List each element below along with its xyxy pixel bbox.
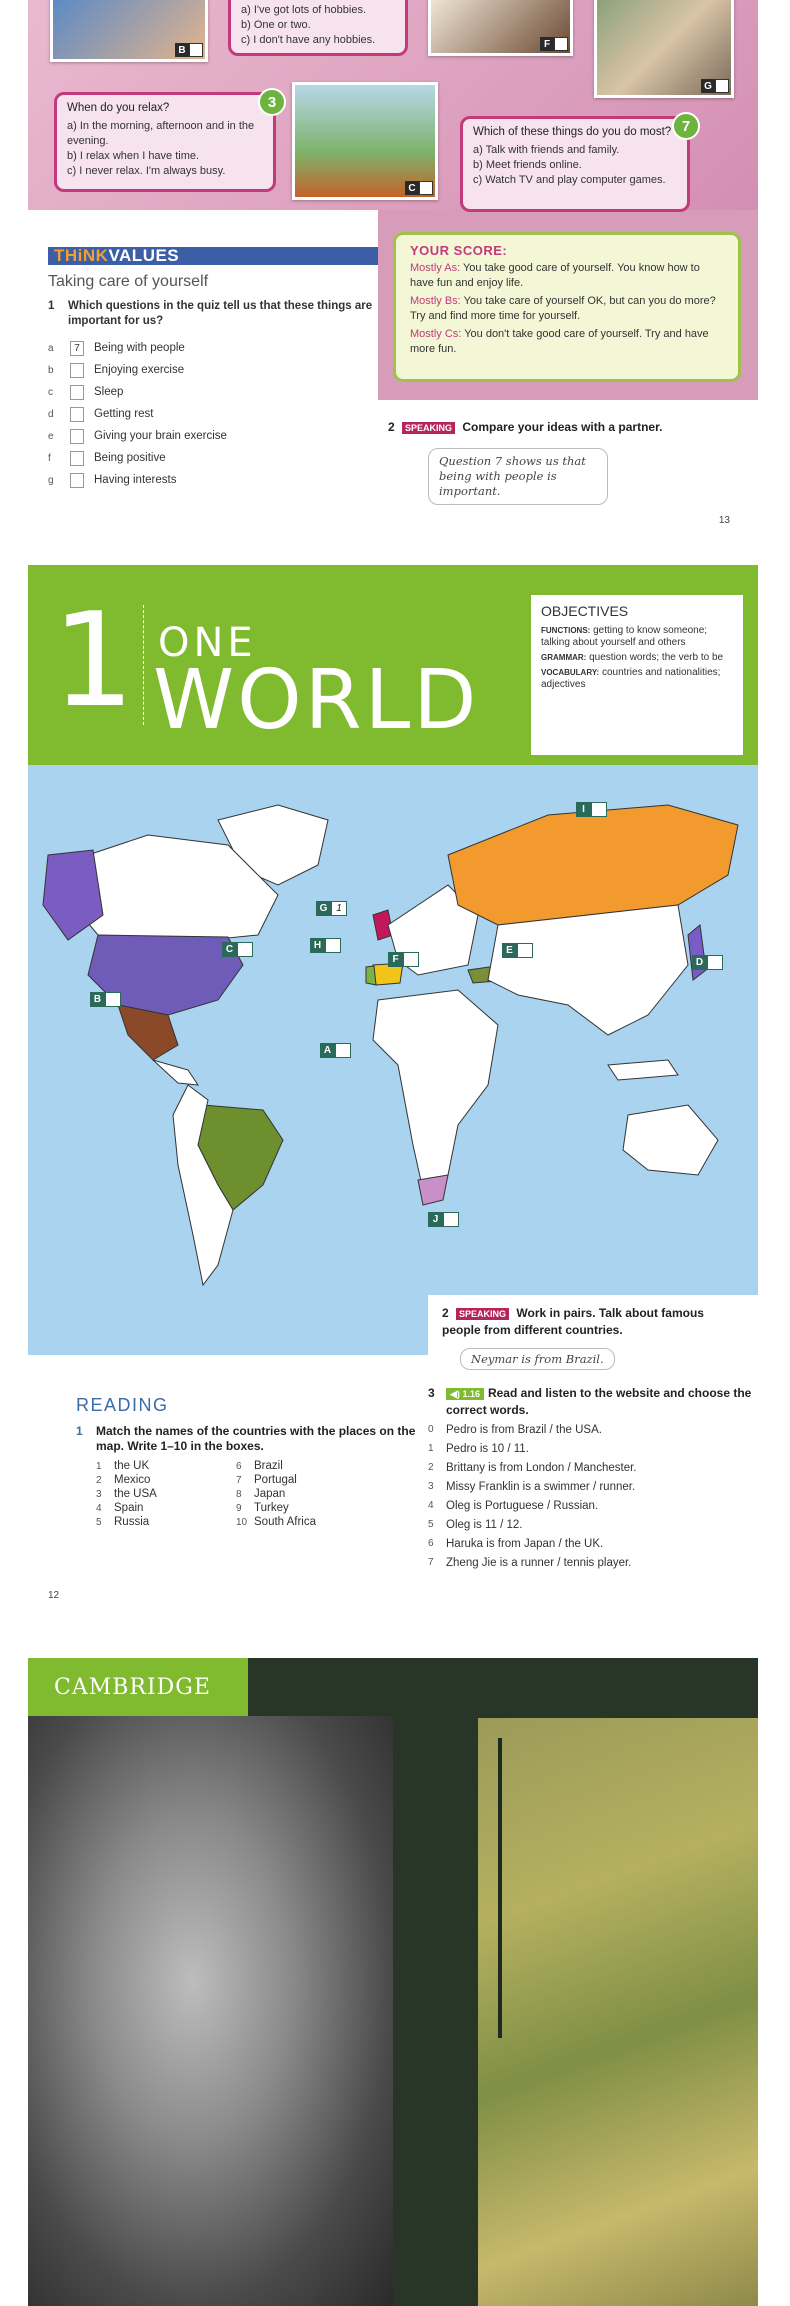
south-africa-shape (418, 1175, 448, 1205)
country-name: South Africa (254, 1516, 317, 1528)
photo-label: C (405, 181, 419, 195)
country-number: 9 (236, 1503, 242, 1514)
speech-bubble: Question 7 shows us that being with people is important. (428, 448, 608, 505)
map-answer-box[interactable]: 1 (331, 901, 347, 916)
country-number: 2 (96, 1475, 102, 1486)
answer-b: b) Meet friends online. (473, 159, 582, 171)
japan-shape (688, 925, 706, 980)
exercise-number: 2 (388, 420, 395, 434)
speaker-icon: ◀) (450, 1389, 460, 1399)
map-label-f (388, 952, 419, 967)
africa-shape (373, 990, 498, 1190)
quiz-question-3 (54, 92, 276, 192)
map-answer-box[interactable] (591, 802, 607, 817)
map-label-letter: C (222, 942, 237, 957)
asia-shape (488, 905, 688, 1035)
item-letter: c (48, 386, 53, 398)
item-text: Pedro is 10 / 11. (446, 1443, 529, 1455)
answer-c: c) I don't have any hobbies. (241, 34, 376, 46)
speaking-tag: SPEAKING (402, 422, 455, 434)
photo-label: B (175, 43, 189, 57)
item-number: 2 (428, 1462, 434, 1473)
item-text: Haruka is from Japan / the UK. (446, 1538, 604, 1550)
item-text: Enjoying exercise (94, 364, 185, 376)
photo-label: F (540, 37, 554, 51)
item-text: Being with people (94, 342, 185, 354)
map-label-j (428, 1212, 459, 1227)
reading-title: READING (76, 1395, 169, 1415)
speech-bubble: Neymar is from Brazil. (460, 1348, 615, 1370)
exercise-text: Read and listen to the website and choose the correct words. (446, 1386, 752, 1417)
world-map-svg (28, 765, 758, 1355)
item-text: Pedro is from Brazil / the USA. (446, 1424, 602, 1436)
country-item (96, 1502, 236, 1514)
map-answer-box[interactable] (443, 1212, 459, 1227)
country-number: 8 (236, 1489, 242, 1500)
photo-c (292, 82, 438, 200)
country-name: Portugal (254, 1474, 297, 1486)
map-label-letter: E (502, 943, 517, 958)
country-item (236, 1474, 386, 1486)
answer-box[interactable] (70, 429, 84, 444)
item-letter: a (48, 342, 54, 354)
photo-f (428, 0, 573, 56)
map-label-e (502, 943, 533, 958)
grammar-text: question words; the verb to be (589, 652, 724, 663)
banner-divider (143, 605, 144, 725)
answer-box[interactable] (70, 451, 84, 466)
exercise-item (428, 1519, 758, 1538)
answer-box[interactable]: 7 (70, 341, 84, 356)
map-label-h (310, 938, 341, 953)
functions-text: getting to know someone; talking about yourself and others (541, 625, 708, 648)
item-number: 1 (428, 1443, 434, 1454)
item-text: Giving your brain exercise (94, 430, 227, 442)
answer-c: c) Watch TV and play computer games. (473, 174, 666, 186)
country-name: the UK (114, 1460, 150, 1472)
question-number: 1 (76, 1424, 83, 1438)
checklist-item (48, 337, 378, 359)
book-cover (28, 1658, 758, 2306)
score-a-label: Mostly As: (410, 262, 461, 274)
answer-box[interactable] (189, 43, 203, 57)
question-number-3: 3 (258, 88, 286, 116)
item-number: 5 (428, 1519, 434, 1530)
map-label-g (316, 901, 347, 916)
map-answer-box[interactable] (105, 992, 121, 1007)
country-list (96, 1460, 416, 1528)
unit-title-world: WORLD (153, 653, 480, 748)
map-label-c (222, 942, 253, 957)
item-number: 4 (428, 1500, 434, 1511)
cover-artwork (478, 1718, 758, 2306)
answer-c: c) I never relax. I'm always busy. (67, 165, 226, 177)
answer-b: b) One or two. (241, 19, 311, 31)
unit-number: 1 (52, 584, 135, 736)
values-label: VALUES (108, 246, 180, 265)
answer-box[interactable] (419, 181, 433, 195)
central-america-shape (153, 1060, 198, 1085)
item-letter: e (48, 430, 54, 442)
map-answer-box[interactable] (237, 942, 253, 957)
country-item (236, 1516, 386, 1528)
exercise-number: 3 (428, 1386, 435, 1400)
answer-box[interactable] (715, 79, 729, 93)
map-label-b (90, 992, 121, 1007)
answer-box[interactable] (70, 473, 84, 488)
reading-question (76, 1424, 416, 1454)
country-number: 4 (96, 1503, 102, 1514)
item-text: Oleg is Portuguese / Russian. (446, 1500, 599, 1512)
map-answer-box[interactable] (517, 943, 533, 958)
country-number: 1 (96, 1461, 102, 1472)
speaking-text: Work in pairs. Talk about famous people from different countries. (442, 1306, 704, 1337)
item-letter: d (48, 408, 54, 420)
question-text: Which questions in the quiz tell us that these things are important for us? (68, 300, 373, 327)
exercise-item (428, 1443, 758, 1462)
checklist-item (48, 425, 378, 447)
country-number: 10 (236, 1517, 248, 1528)
map-answer-box[interactable] (707, 955, 723, 970)
question-number-7: 7 (672, 112, 700, 140)
exercise-item (428, 1462, 758, 1481)
map-answer-box[interactable] (325, 938, 341, 953)
answer-box[interactable] (70, 407, 84, 422)
objectives-box (531, 595, 743, 755)
world-map (28, 765, 758, 1355)
checklist-item (48, 447, 378, 469)
country-name: Mexico (114, 1474, 151, 1486)
country-item (96, 1460, 236, 1472)
think-values-section (48, 247, 378, 491)
map-answer-box[interactable] (403, 952, 419, 967)
functions-label: FUNCTIONS: (541, 626, 591, 635)
checklist (48, 337, 378, 491)
cambridge-logo: CAMBRIDGE (28, 1658, 248, 1716)
country-number: 6 (236, 1461, 242, 1472)
cover-portrait (28, 1716, 393, 2306)
item-number: 3 (428, 1481, 434, 1492)
question-text: Which of these things do you do most? (473, 126, 672, 138)
map-label-i (576, 802, 607, 817)
question-text: Match the names of the countries with the places on the map. Write 1–10 in the boxes. (96, 1424, 416, 1453)
speaking-exercise (388, 420, 662, 434)
answer-a: a) Talk with friends and family. (473, 144, 620, 156)
quiz-question-2 (228, 0, 408, 56)
item-text: Zheng Jie is a runner / tennis player. (446, 1557, 632, 1569)
exercise-item (428, 1424, 758, 1443)
exercise-item (428, 1538, 758, 1557)
reading-section (76, 1395, 416, 1528)
country-name: Turkey (254, 1502, 289, 1514)
exercise-number: 2 (442, 1306, 449, 1320)
page-number: 12 (48, 1590, 60, 1601)
map-answer-box[interactable] (335, 1043, 351, 1058)
item-number: 6 (428, 1538, 434, 1549)
speaking-text: Compare your ideas with a partner. (462, 420, 663, 434)
think-label: THiNK (54, 246, 109, 265)
country-number: 5 (96, 1517, 102, 1528)
cover-art-line (498, 1738, 502, 2038)
item-letter: f (48, 452, 51, 464)
item-text: Having interests (94, 474, 177, 486)
checklist-item (48, 359, 378, 381)
country-item (236, 1488, 386, 1500)
score-b-label: Mostly Bs: (410, 295, 461, 307)
speaking-exercise-2 (428, 1295, 758, 1385)
country-number: 7 (236, 1475, 242, 1486)
russia-shape (448, 805, 738, 925)
photo-label: G (701, 79, 715, 93)
indonesia-shape (608, 1060, 678, 1080)
exercise-item (428, 1481, 758, 1500)
portugal-shape (366, 966, 376, 985)
checklist-item (48, 381, 378, 403)
unit-banner (28, 565, 758, 765)
quiz-question-7 (460, 116, 690, 212)
think-question (48, 299, 378, 329)
item-letter: b (48, 364, 54, 376)
score-c-text: You don't take good care of yourself. Try and have more fun. (410, 328, 709, 355)
think-values-header (48, 247, 378, 265)
score-c-label: Mostly Cs: (410, 328, 462, 340)
item-number: 7 (428, 1557, 434, 1568)
your-score-box (393, 232, 741, 382)
map-label-letter: F (388, 952, 403, 967)
country-name: Japan (254, 1488, 286, 1500)
answer-box[interactable] (70, 363, 84, 378)
map-label-d (692, 955, 723, 970)
item-text: Brittany is from London / Manchester. (446, 1462, 637, 1474)
item-text: Getting rest (94, 408, 154, 420)
country-name: Russia (114, 1516, 150, 1528)
photo-b (50, 0, 208, 62)
item-number: 0 (428, 1424, 434, 1435)
country-item (96, 1474, 236, 1486)
think-values-subtitle: Taking care of yourself (48, 273, 209, 290)
country-name: the USA (114, 1488, 157, 1500)
checklist-item (48, 403, 378, 425)
australia-shape (623, 1105, 718, 1175)
page-13 (28, 0, 758, 545)
map-label-a (320, 1043, 351, 1058)
page-number: 13 (718, 515, 730, 526)
country-name: Brazil (254, 1460, 283, 1472)
item-text: Oleg is 11 / 12. (446, 1519, 523, 1531)
audio-track-number: 1.16 (462, 1389, 480, 1399)
country-item (96, 1516, 236, 1528)
score-b-text: You take care of yourself OK, but can you do more? Try and find more time for yourself. (410, 295, 716, 322)
map-label-letter: B (90, 992, 105, 1007)
vocabulary-label: VOCABULARY: (541, 668, 600, 677)
country-item (236, 1502, 386, 1514)
map-label-letter: A (320, 1043, 335, 1058)
map-label-letter: G (316, 901, 331, 916)
question-number: 1 (48, 300, 55, 312)
item-letter: g (48, 474, 54, 486)
map-label-letter: I (576, 802, 591, 817)
page-12 (28, 565, 758, 1612)
map-label-letter: D (692, 955, 707, 970)
exercise-list (428, 1424, 758, 1576)
photo-g (594, 0, 734, 98)
speaking-tag: SPEAKING (456, 1308, 509, 1320)
listening-exercise (428, 1385, 758, 1576)
map-label-letter: J (428, 1212, 443, 1227)
audio-track-tag[interactable] (446, 1388, 484, 1400)
answer-box[interactable] (554, 37, 568, 51)
item-text: Missy Franklin is a swimmer / runner. (446, 1481, 636, 1493)
item-text: Being positive (94, 452, 166, 464)
answer-a: a) In the morning, afternoon and in the evening. (67, 120, 255, 147)
answer-a: a) I've got lots of hobbies. (241, 4, 367, 16)
country-number: 3 (96, 1489, 102, 1500)
unit-title-one: ONE (158, 620, 257, 666)
exercise-item (428, 1557, 758, 1576)
objectives-title: OBJECTIVES (541, 603, 629, 619)
grammar-label: GRAMMAR: (541, 653, 587, 662)
country-item (236, 1460, 386, 1472)
question-text: When do you relax? (67, 102, 170, 114)
score-title: YOUR SCORE: (410, 243, 508, 258)
score-a-text: You take good care of yourself. You know how to have fun and enjoy life. (410, 262, 700, 289)
item-text: Sleep (94, 386, 124, 398)
exercise-item (428, 1500, 758, 1519)
map-label-letter: H (310, 938, 325, 953)
answer-b: b) I relax when I have time. (67, 150, 200, 162)
vocabulary-text: countries and nationalities; adjectives (541, 667, 721, 690)
country-name: Spain (114, 1502, 144, 1514)
answer-box[interactable] (70, 385, 84, 400)
country-item (96, 1488, 236, 1500)
checklist-item (48, 469, 378, 491)
